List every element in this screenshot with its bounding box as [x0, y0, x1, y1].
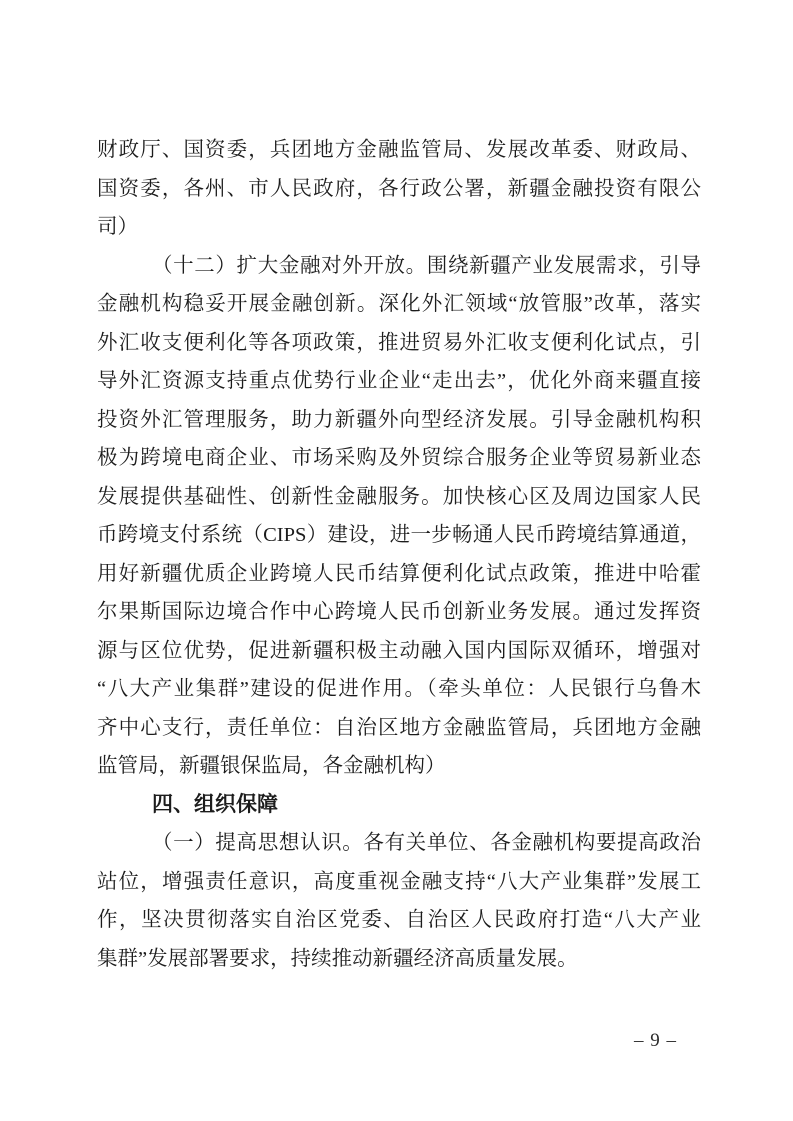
text-line: 发展提供基础性、创新性金融服务。加快核心区及周边国家人民: [97, 485, 701, 508]
text-line: 国资委，各州、市人民政府，各行政公署，新疆金融投资有限公: [97, 177, 701, 200]
paragraph-item-twelve: [97, 247, 701, 786]
text-line: 作，坚决贯彻落实自治区党委、自治区人民政府打造“八大产业: [97, 909, 701, 931]
text-line: 站位，增强责任意识，高度重视金融支持“八大产业集群”发展工: [97, 870, 701, 893]
text-line: 源与区位优势，促进新疆积极主动融入国内国际双循环，增强对: [97, 639, 701, 662]
text-line: （十二）扩大金融对外开放。围绕新疆产业发展需求，引导: [152, 254, 701, 277]
text-line: 财政厅、国资委，兵团地方金融监管局、发展改革委、财政局、: [97, 139, 701, 161]
text-line: 导外汇资源支持重点优势行业企业“走出去”，优化外商来疆直接: [97, 370, 701, 392]
page-number: – 9 –: [634, 1030, 677, 1051]
text-line: 金融机构稳妥开展金融创新。深化外汇领域“放管服”改革，落实: [97, 293, 701, 315]
text-line: 监管局，新疆银保监局，各金融机构）: [97, 755, 446, 777]
text-line: “八大产业集群”建设的促进作用。（牵头单位：人民银行乌鲁木: [97, 678, 701, 700]
text-line: 用好新疆优质企业跨境人民币结算便利化试点政策，推进中哈霍: [97, 562, 701, 585]
paragraph-responsible-units-continued: [97, 131, 701, 247]
text-line: 极为跨境电商企业、市场采购及外贸综合服务企业等贸易新业态: [97, 447, 701, 469]
text-line: 四、组织保障: [152, 792, 278, 816]
text-line: 尔果斯国际边境合作中心跨境人民币创新业务发展。通过发挥资: [97, 601, 701, 623]
section-heading-four: [97, 786, 701, 825]
text-line: （一）提高思想认识。各有关单位、各金融机构要提高政治: [152, 832, 701, 854]
text-line: 投资外汇管理服务，助力新疆外向型经济发展。引导金融机构积: [97, 408, 701, 431]
text-line: 司）: [97, 216, 138, 238]
text-line: 外汇收支便利化等各项政策，推进贸易外汇收支便利化试点，引: [97, 331, 701, 354]
text-line: 币跨境支付系统（CIPS）建设，进一步畅通人民币跨境结算通道，: [97, 524, 701, 546]
text-line: 集群”发展部署要求，持续推动新疆经济高质量发展。: [97, 947, 578, 970]
paragraph-item-one: [97, 824, 701, 978]
document-body: [97, 131, 701, 978]
text-line: 齐中心支行，责任单位：自治区地方金融监管局，兵团地方金融: [97, 716, 701, 739]
